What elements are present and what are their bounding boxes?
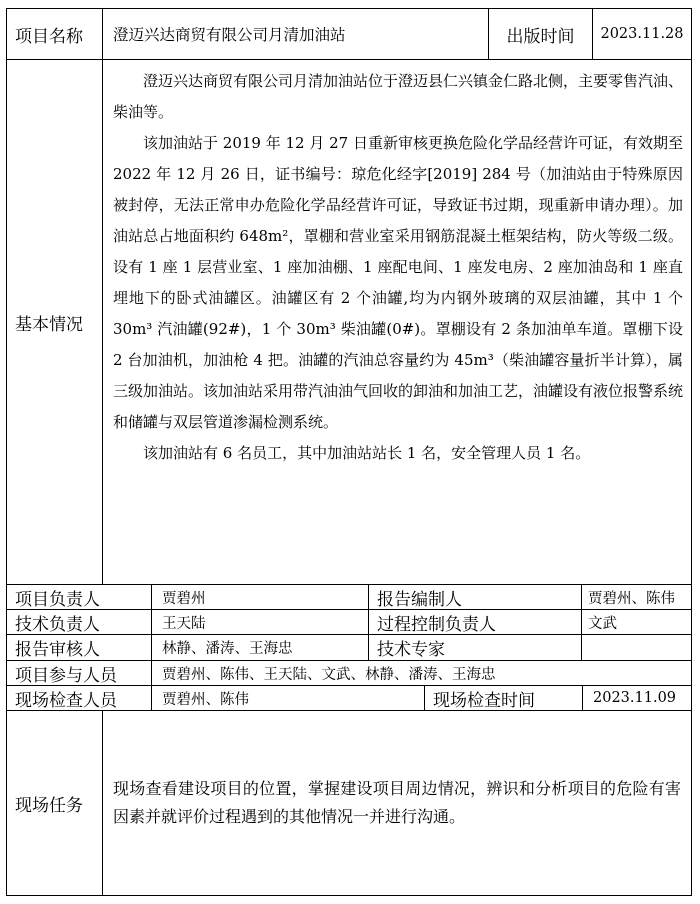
inspectors: 贾碧州、陈伟 — [151, 685, 425, 711]
inspectors-label: 现场检查人员 — [6, 685, 152, 711]
project-lead: 贾碧州 — [151, 584, 369, 610]
inspection-time-label: 现场检查时间 — [424, 685, 583, 711]
process-control-label: 过程控制负责人 — [368, 609, 582, 635]
report-writer-label: 报告编制人 — [368, 584, 582, 610]
basic-info-label: 基本情况 — [6, 59, 103, 585]
participants: 贾碧州、陈伟、王天陆、文武、林静、潘涛、王海忠 — [151, 660, 692, 686]
project-lead-label: 项目负责人 — [6, 584, 152, 610]
publish-time-label: 出版时间 — [488, 8, 593, 60]
tech-expert — [581, 634, 692, 661]
basic-info-body — [102, 59, 692, 585]
tech-lead: 王天陆 — [151, 609, 369, 635]
basic-info-paragraph: 该加油站有 6 名员工，其中加油站站长 1 名，安全管理人员 1 名。 — [143, 444, 591, 462]
report-form — [6, 8, 692, 896]
publish-time: 2023.11.28 — [592, 8, 692, 60]
process-control: 文武 — [581, 609, 692, 635]
task-label: 现场任务 — [6, 710, 103, 896]
inspection-time: 2023.11.09 — [582, 685, 692, 711]
reviewer-label: 报告审核人 — [6, 634, 152, 661]
basic-info-paragraph: 该加油站于 2019 年 12 月 27 日重新审核更换危险化学品经营许可证，有效期至 2022 年 12 月 26 日，证书编号：琼危化经字[2019] 284 号（加油站由于特殊原因被封停，无法正常申办危险化学品经营许可证，导致证书过期，现重新申请办理）。加油站总占地面积约 648m²，罩棚和营业室采用钢筋混凝土框架结构，防火等级二级。设有 1 座 1 层营业室、1 座加油棚、1 座配电间、1 座发电房、2 座加油岛和 1 座直埋地下的卧式油罐区。油罐区有 2 个油罐,均为内钢外玻璃的双层油罐，其中 1 个 30m³ 汽油罐(92#)，1 个 30m³ 柴油罐(0#)。罩棚设有 2 条加油单车道。罩棚下设 2 台加油机，加油枪 4 把。油罐的汽油总容量约为 45m³（柴油罐容量折半计算），属三级加油站。该加油站采用带汽油油气回收的卸油和加油工艺，油罐设有液位报警系统和储罐与双层管道渗漏检测系统。 — [113, 134, 684, 431]
basic-info-paragraph: 澄迈兴达商贸有限公司月清加油站位于澄迈县仁兴镇金仁路北侧，主要零售汽油、柴油等。 — [113, 72, 684, 121]
tech-lead-label: 技术负责人 — [6, 609, 152, 635]
project-name: 澄迈兴达商贸有限公司月清加油站 — [102, 8, 489, 60]
task-body — [102, 710, 692, 896]
participants-label: 项目参与人员 — [6, 660, 152, 686]
report-writer: 贾碧州、陈伟 — [581, 584, 692, 610]
reviewer: 林静、潘涛、王海忠 — [151, 634, 369, 661]
project-name-label: 项目名称 — [6, 8, 103, 60]
task-text: 现场查看建设项目的位置，掌握建设项目周边情况，辨识和分析项目的危险有害因素并就评价过程遇到的其他情况一并进行沟通。 — [113, 779, 681, 826]
tech-expert-label: 技术专家 — [368, 634, 582, 661]
